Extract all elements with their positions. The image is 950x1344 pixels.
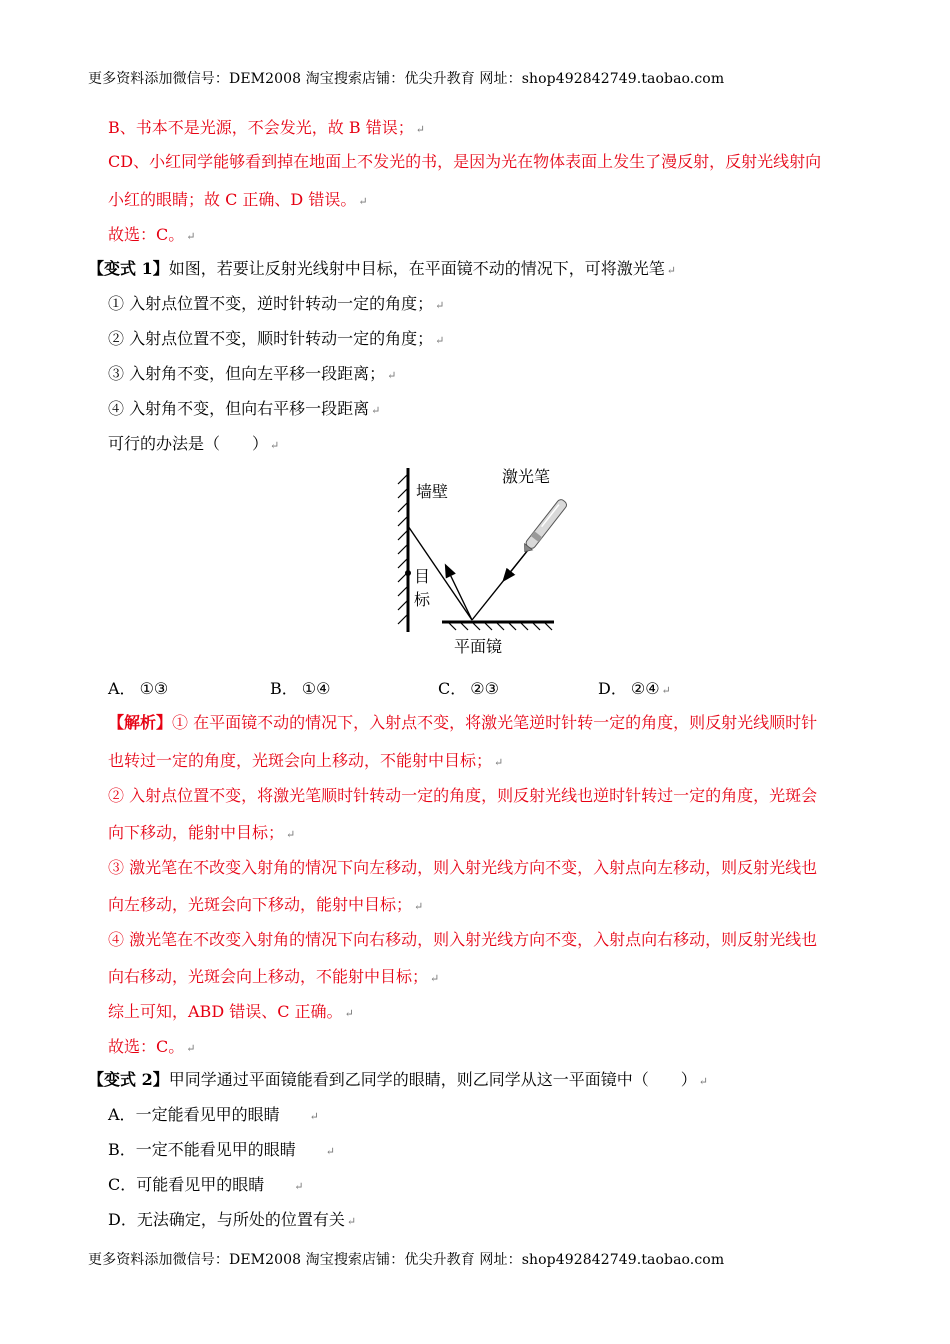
q1-analysis-line-4: 向下移动，能射中目标； ↵ bbox=[108, 823, 296, 842]
q1-item-4: ④ 入射角不变，但向右平移一段距离 ↵ bbox=[108, 399, 381, 418]
analysis-cd-2: 小红的眼睛；故 C 正确、D 错误。 ↵ bbox=[108, 190, 368, 209]
q1-stem: 【变式 1】如图，若要让反射光线射中目标，在平面镜不动的情况下，可将激光笔 ↵ bbox=[88, 259, 676, 278]
analysis-b: B、书本不是光源，不会发光，故 B 错误； ↵ bbox=[108, 118, 425, 137]
q1-ask: 可行的办法是（ ） ↵ bbox=[108, 434, 280, 453]
q1-analysis-line-7: ④ 激光笔在不改变入射角的情况下向右移动，则入射光线方向不变，入射点向右移动，则反射光线也 bbox=[108, 930, 818, 949]
q2-stem: 【变式 2】甲同学通过平面镜能看到乙同学的眼睛，则乙同学从这一平面镜中（ ） ↵ bbox=[88, 1070, 708, 1089]
analysis-answer: 故选：C。 ↵ bbox=[108, 225, 196, 244]
q2-option-c[interactable]: C．可能看见甲的眼睛 ↵ bbox=[108, 1175, 304, 1194]
mirror-reflection-figure bbox=[390, 462, 580, 662]
q1-option-b[interactable]: B． ①④ bbox=[270, 679, 331, 698]
wall-label: 墙壁 bbox=[416, 482, 449, 501]
q1-analysis-answer: 故选：C。 ↵ bbox=[108, 1037, 196, 1056]
page-header: 更多资料添加微信号：DEM2008 淘宝搜索店铺：优尖升教育 网址：shop492842749.taobao.com bbox=[88, 71, 725, 87]
q1-item-1: ① 入射点位置不变，逆时针转动一定的角度； ↵ bbox=[108, 294, 445, 313]
analysis-cd-1: CD、小红同学能够看到掉在地面上不发光的书，是因为光在物体表面上发生了漫反射，反射光线射向 bbox=[108, 152, 822, 171]
q1-item-2: ② 入射点位置不变，顺时针转动一定的角度； ↵ bbox=[108, 329, 445, 348]
laser-pen-label: 激光笔 bbox=[502, 467, 551, 486]
q1-analysis-line-6: 向左移动，光斑会向下移动，能射中目标； ↵ bbox=[108, 895, 424, 914]
wall bbox=[398, 468, 408, 632]
laser-pen bbox=[521, 498, 568, 555]
q1-analysis-line-3: ② 入射点位置不变，将激光笔顺时针转动一定的角度，则反射光线也逆时针转过一定的角度，光斑会 bbox=[108, 786, 818, 805]
target-dot bbox=[405, 570, 411, 576]
target-label-1: 目 bbox=[414, 567, 431, 586]
mirror-label: 平面镜 bbox=[454, 637, 503, 656]
q1-option-a[interactable]: A． ①③ bbox=[108, 679, 169, 698]
q1-analysis-line-9: 综上可知，ABD 错误、C 正确。 ↵ bbox=[108, 1002, 354, 1021]
q1-item-3: ③ 入射角不变，但向左平移一段距离； ↵ bbox=[108, 364, 397, 383]
q2-option-b[interactable]: B．一定不能看见甲的眼睛 ↵ bbox=[108, 1140, 335, 1159]
q1-analysis-line-2: 也转过一定的角度，光斑会向上移动，不能射中目标； ↵ bbox=[108, 751, 504, 770]
q1-analysis-line-1: 【解析】① 在平面镜不动的情况下，入射点不变，将激光笔逆时针转一定的角度，则反射光线顺时针 bbox=[108, 713, 818, 732]
q1-option-c[interactable]: C． ②③ bbox=[438, 679, 499, 698]
q1-analysis-line-5: ③ 激光笔在不改变入射角的情况下向左移动，则入射光线方向不变，入射点向左移动，则反射光线也 bbox=[108, 858, 818, 877]
plane-mirror bbox=[442, 622, 554, 630]
q2-option-d[interactable]: D．无法确定，与所处的位置有关 ↵ bbox=[108, 1210, 357, 1229]
target-label-2: 标 bbox=[414, 590, 431, 609]
q1-analysis-line-8: 向右移动，光斑会向上移动，不能射中目标； ↵ bbox=[108, 967, 440, 986]
q1-option-d[interactable]: D． ②④ ↵ bbox=[598, 679, 671, 698]
page-footer: 更多资料添加微信号：DEM2008 淘宝搜索店铺：优尖升教育 网址：shop492842749.taobao.com bbox=[88, 1252, 725, 1268]
q2-option-a[interactable]: A．一定能看见甲的眼睛 ↵ bbox=[108, 1105, 319, 1124]
